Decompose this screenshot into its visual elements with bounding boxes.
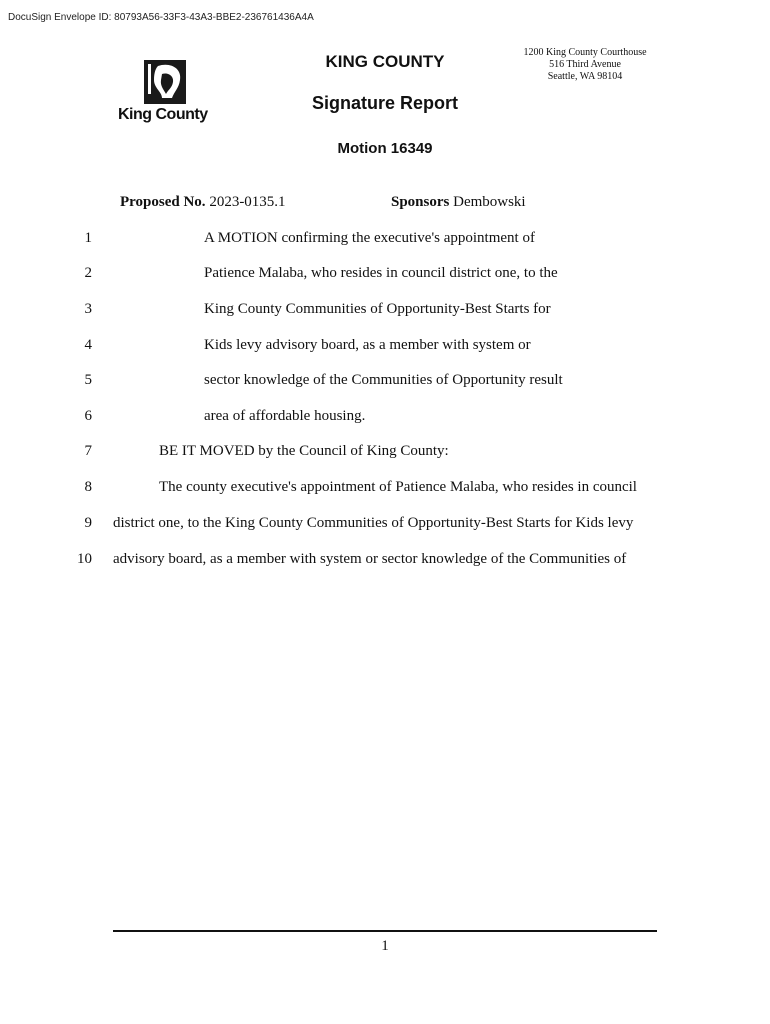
sponsors-value: Dembowski bbox=[453, 194, 526, 210]
proposed-value: 2023-0135.1 bbox=[209, 194, 286, 210]
proposed-label: Proposed No. bbox=[120, 194, 206, 210]
county-heading: KING COUNTY bbox=[325, 52, 445, 71]
proposed-number bbox=[120, 194, 286, 211]
address-line: 516 Third Avenue bbox=[549, 59, 621, 70]
footer-divider bbox=[113, 930, 657, 932]
motion-line: A MOTION confirming the executive's appointment of bbox=[204, 230, 535, 246]
line-number: 1 bbox=[84, 230, 92, 246]
motion-line: BE IT MOVED by the Council of King County: bbox=[159, 443, 449, 459]
motion-line: Kids levy advisory board, as a member with system or bbox=[204, 337, 531, 353]
address-line: Seattle, WA 98104 bbox=[547, 71, 623, 82]
envelope-id: DocuSign Envelope ID: 80793A56-33F3-43A3-BBE2-236761436A4A bbox=[8, 12, 314, 23]
line-number: 4 bbox=[84, 337, 92, 353]
page-number: 1 bbox=[381, 938, 389, 954]
motion-line: King County Communities of Opportunity-Best Starts for bbox=[204, 301, 551, 317]
line-number: 3 bbox=[84, 301, 92, 317]
line-number: 9 bbox=[84, 515, 92, 531]
motion-line: Patience Malaba, who resides in council district one, to the bbox=[204, 265, 558, 281]
sponsors bbox=[391, 194, 526, 211]
sponsors-label: Sponsors bbox=[391, 194, 450, 210]
line-number: 5 bbox=[84, 372, 92, 388]
motion-line: area of affordable housing. bbox=[204, 408, 366, 424]
line-number: 2 bbox=[84, 265, 92, 281]
report-title: Signature Report bbox=[311, 93, 458, 113]
address-block bbox=[510, 47, 660, 83]
logo-text: King County bbox=[118, 106, 208, 123]
motion-number: Motion 16349 bbox=[337, 140, 433, 157]
motion-line: district one, to the King County Communities of Opportunity-Best Starts for Kids levy bbox=[113, 515, 634, 531]
motion-line: The county executive's appointment of Patience Malaba, who resides in council bbox=[159, 479, 637, 495]
motion-line: advisory board, as a member with system or sector knowledge of the Communities of bbox=[113, 551, 627, 567]
line-number: 10 bbox=[77, 551, 92, 567]
motion-line: sector knowledge of the Communities of Opportunity result bbox=[204, 372, 563, 388]
line-number: 7 bbox=[84, 443, 92, 459]
address-line: 1200 King County Courthouse bbox=[523, 47, 647, 58]
line-number: 8 bbox=[84, 479, 92, 495]
line-number: 6 bbox=[84, 408, 92, 424]
